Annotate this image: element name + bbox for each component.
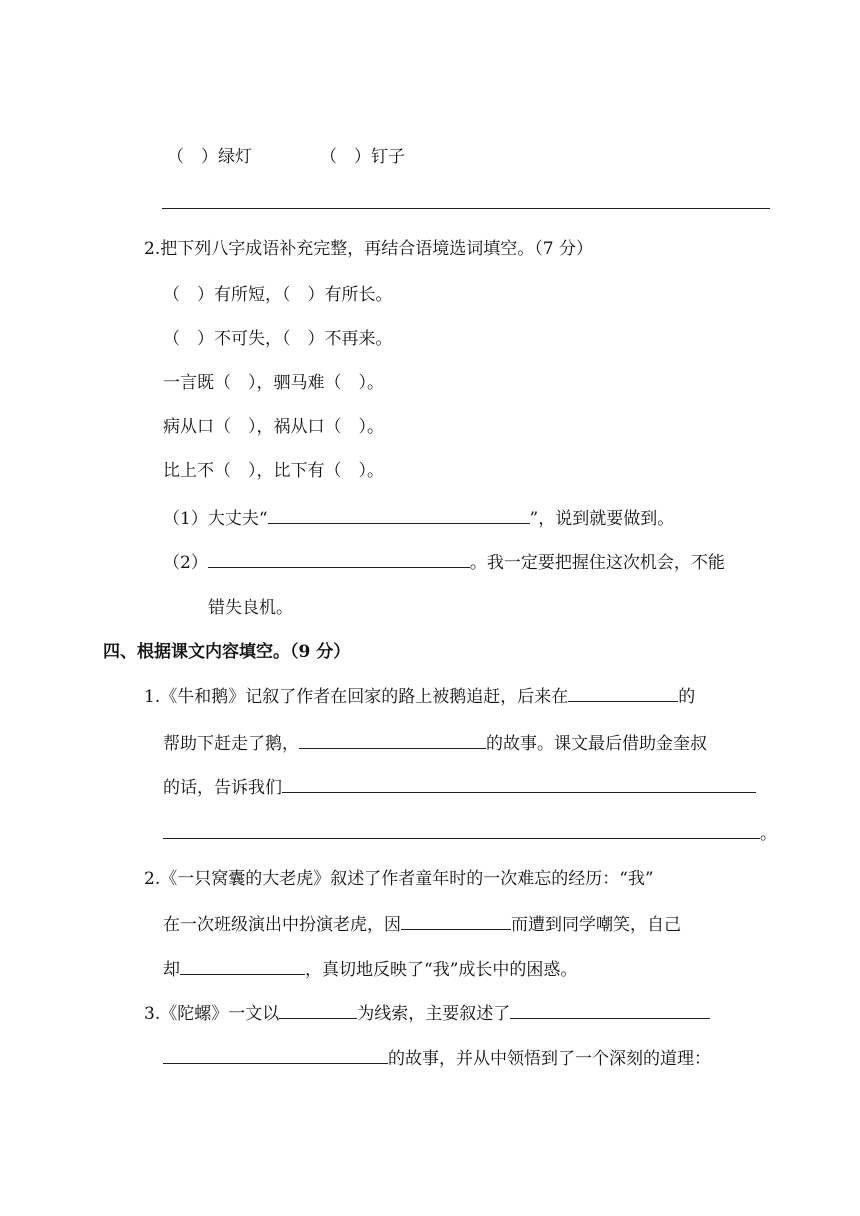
item-1-line-2 <box>163 731 707 756</box>
item-2-line-1: 2.《一只窝囊的大老虎》叙述了作者童年时的一次难忘的经历：“我” <box>144 869 654 889</box>
sentence-1-prefix: （1）大丈夫“ <box>163 509 268 529</box>
item-3-text: 的故事，并从中领悟到了一个深刻的道理： <box>388 1049 711 1069</box>
blank-item-2-a[interactable] <box>401 912 511 930</box>
item-3-text: 为线索，主要叙述了 <box>357 1004 511 1024</box>
item-1-line-3 <box>163 775 756 800</box>
item-1-line-1 <box>144 684 695 709</box>
blank-sentence-2[interactable] <box>208 550 470 568</box>
answer-line[interactable] <box>162 208 770 209</box>
section-4-heading: 四、根据课文内容填空。（9 分） <box>103 642 351 662</box>
item-1-text: 的话，告诉我们 <box>163 778 282 798</box>
idiom-line-4[interactable]: 病从口（ ），祸从口（ ）。 <box>163 417 384 437</box>
item-3-line-1 <box>144 1001 710 1026</box>
idiom-line-2[interactable]: （ ）不可失，（ ）不再来。 <box>163 329 393 349</box>
sentence-2-suffix: 。我一定要把握住这次机会，不能 <box>469 553 725 573</box>
answer-pair-1 <box>167 145 252 169</box>
sentence-2-prefix: （2） <box>163 553 208 573</box>
answer-paren[interactable]: （ ） <box>167 147 218 167</box>
item-2-text: 却 <box>163 960 180 980</box>
sentence-1-suffix: ”，说到就要做到。 <box>529 509 675 529</box>
answer-word: 钉子 <box>371 147 405 167</box>
item-2-text: 而遭到同学嘲笑，自己 <box>511 915 681 935</box>
blank-item-1-b[interactable] <box>299 731 486 749</box>
blank-item-2-b[interactable] <box>180 957 305 975</box>
blank-item-1-d[interactable] <box>163 821 760 839</box>
idiom-line-3[interactable]: 一言既（ ），驷马难（ ）。 <box>163 373 384 393</box>
item-3-line-2 <box>163 1046 711 1071</box>
blank-item-3-b[interactable] <box>510 1001 710 1019</box>
item-2-line-3 <box>163 957 577 982</box>
answer-word: 绿灯 <box>218 147 252 167</box>
answer-pair-2 <box>320 145 405 169</box>
item-1-text: 1.《牛和鹅》记叙了作者在回家的路上被鹅追赶，后来在 <box>144 687 569 707</box>
sentence-1 <box>163 506 674 531</box>
item-1-text: 帮助下赶走了鹅， <box>163 734 299 754</box>
item-2-line-2 <box>163 912 681 937</box>
item-2-text: ，真切地反映了“我”成长中的困惑。 <box>305 960 578 980</box>
blank-item-1-a[interactable] <box>568 684 678 702</box>
blank-item-1-c[interactable] <box>282 775 756 793</box>
answer-paren[interactable]: （ ） <box>320 147 371 167</box>
item-1-text: 的 <box>678 687 696 707</box>
item-2-text: 在一次班级演出中扮演老虎，因 <box>163 915 401 935</box>
item-1-text: 。 <box>760 824 777 844</box>
item-1-text: 的故事。课文最后借助金奎叔 <box>486 734 707 754</box>
blank-item-3-c[interactable] <box>163 1046 388 1064</box>
blank-item-3-a[interactable] <box>279 1001 357 1019</box>
item-3-text: 3.《陀螺》一文以 <box>144 1004 280 1024</box>
sentence-2-continued: 错失良机。 <box>208 598 293 618</box>
sentence-2 <box>163 550 725 575</box>
idiom-line-5[interactable]: 比上不（ ），比下有（ ）。 <box>163 461 384 481</box>
idiom-line-1[interactable]: （ ）有所短，（ ）有所长。 <box>163 285 393 305</box>
item-1-line-4 <box>163 821 777 846</box>
question-2-title: 2.把下列八字成语补充完整，再结合语境选词填空。（7 分） <box>144 239 593 259</box>
blank-sentence-1[interactable] <box>268 506 530 524</box>
